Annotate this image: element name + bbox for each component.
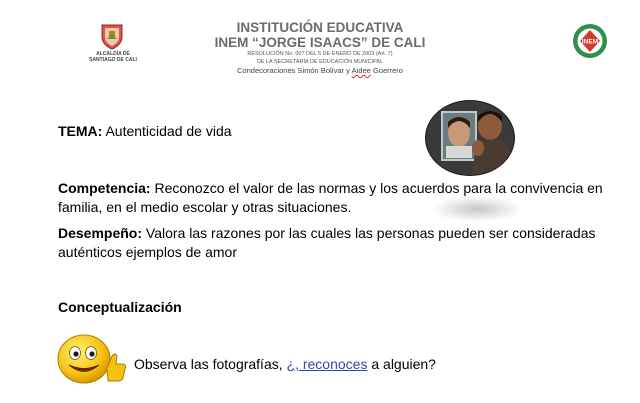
condecoraciones-prefix: Condecoraciones Simón Bolívar y xyxy=(237,66,352,75)
tema-label: TEMA: xyxy=(58,123,103,139)
city-shield-icon xyxy=(98,22,126,50)
inem-logo-icon xyxy=(572,23,608,59)
condecoraciones-name: Aidee xyxy=(351,66,371,75)
tema-line xyxy=(58,123,232,139)
competencia-label: Competencia: xyxy=(58,180,151,196)
thumbs-up-smiley-icon xyxy=(54,332,128,386)
desempeno-paragraph xyxy=(58,224,633,262)
observa-line xyxy=(134,356,436,372)
competencia-text: Reconozco el valor de las normas y los acuerdos para la convivencia en familia, en el medio escolar y otras situaciones. xyxy=(58,180,603,215)
tema-value: Autenticidad de vida xyxy=(102,123,232,139)
condecoraciones-suffix: Guerrero xyxy=(370,66,403,75)
alcaldia-caption xyxy=(82,51,144,63)
observa-suffix: a alguien? xyxy=(367,356,436,372)
alcaldia-logo xyxy=(82,22,144,68)
competencia-paragraph xyxy=(58,179,633,217)
alcaldia-caption-line-1: ALCALDÍA DE xyxy=(96,51,130,57)
resolution-line-1: RESOLUCIÓN No. 007 DEL 5 DE ENERO DE 2003 (Art. 7) xyxy=(247,51,393,57)
observa-prefix: Observa las fotografías, xyxy=(134,356,287,372)
alcaldia-caption-line-2: SANTIAGO DE CALI xyxy=(89,57,137,63)
reconoces-link[interactable]: ¿, reconoces xyxy=(286,356,368,372)
desempeno-text: Valora las razones por las cuales las personas pueden ser consideradas auténticos ejemplos de amor xyxy=(58,225,596,260)
condecoraciones-line xyxy=(170,66,470,76)
desempeno-label: Desempeño: xyxy=(58,225,143,241)
resolution-line-2: DE LA SECRETARÍA DE EDUCACIÓN MUNICIPAL xyxy=(256,59,384,65)
inem-logo-text: INEM xyxy=(581,38,599,46)
institution-header xyxy=(170,20,470,76)
conceptualizacion-heading: Conceptualización xyxy=(58,299,182,315)
person-looking-in-mirror-icon xyxy=(424,98,516,178)
institution-title: INSTITUCIÓN EDUCATIVA xyxy=(236,20,404,35)
institution-subtitle: INEM “JORGE ISAACS” DE CALI xyxy=(214,35,426,50)
